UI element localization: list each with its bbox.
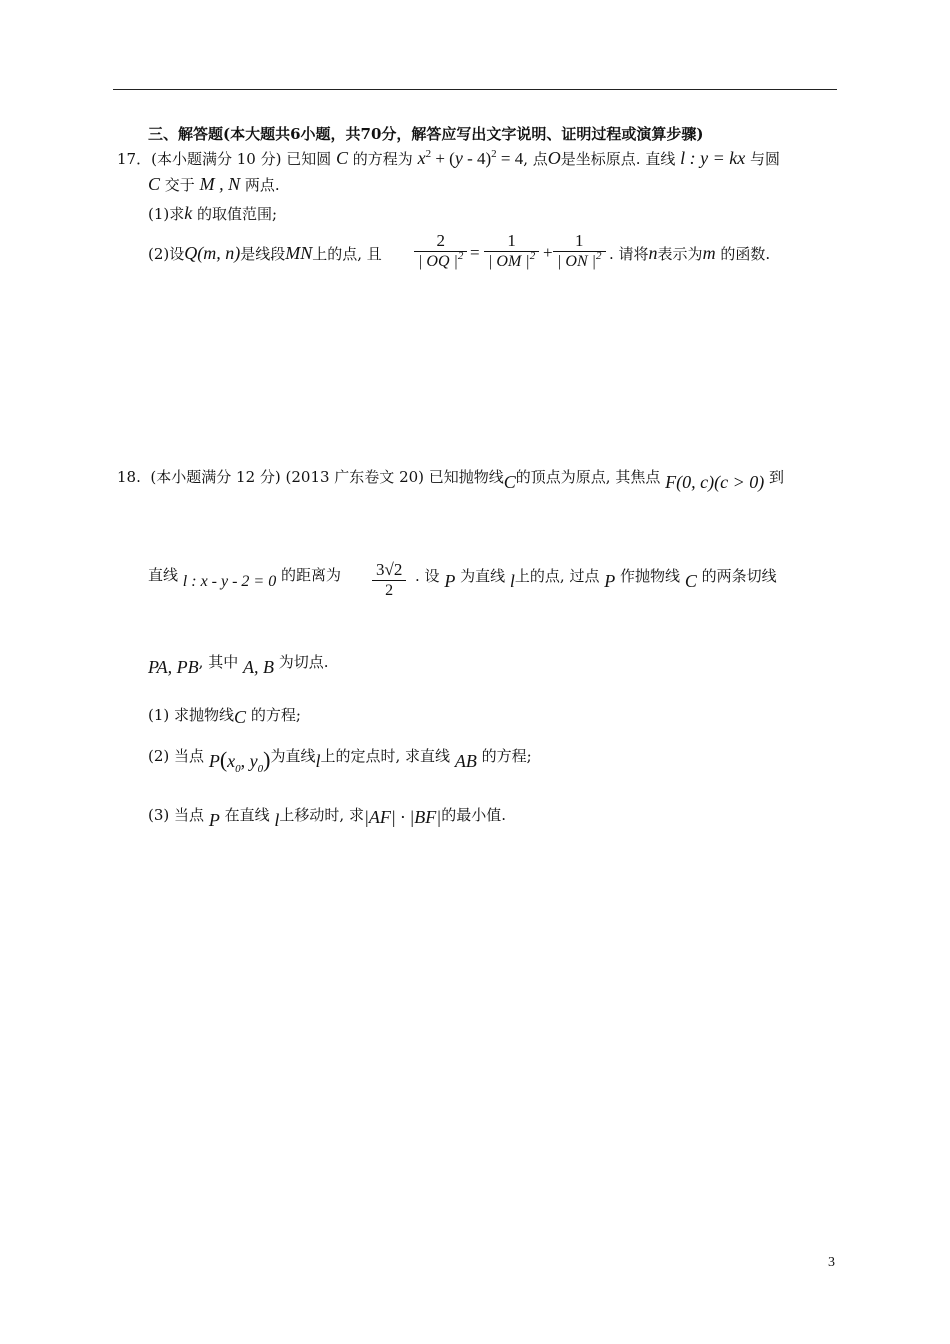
q18-p2-tail: 的方程; bbox=[481, 747, 532, 765]
q17-circle-C: C bbox=[335, 148, 348, 168]
q17-part1-tail: 的取值范围; bbox=[197, 205, 278, 223]
q17-text-point: , 点 bbox=[523, 150, 548, 168]
q18-text-let: . 设 bbox=[415, 567, 440, 585]
q18-p3-P: P bbox=[208, 810, 220, 830]
q18-text-tangent-points: 为切点. bbox=[278, 653, 329, 671]
q17-part2-tail2: 表示为 bbox=[657, 245, 703, 263]
q17-text-and-circle: 与圆 bbox=[750, 150, 781, 168]
q18-p3-tail: 的最小值. bbox=[441, 806, 507, 824]
q18-p3-l: l bbox=[274, 810, 280, 830]
q18-line2-start bbox=[148, 565, 342, 590]
q17-plus: + bbox=[543, 243, 553, 262]
q17-f3-den: | ON $|^2$ bbox=[553, 251, 606, 273]
q18-line3 bbox=[148, 651, 329, 677]
q17-eq-minus4: - 4) bbox=[462, 149, 492, 168]
q18-p2-mid: 为直线 bbox=[270, 747, 316, 765]
q18-p2-AB: AB bbox=[454, 751, 477, 771]
q18-text-two-tangents: 的两条切线 bbox=[701, 567, 777, 585]
q18-p2-mid2: 上的定点时, 求直线 bbox=[320, 747, 451, 765]
q17-part2-mid: 是线段 bbox=[240, 245, 286, 263]
q18-part2 bbox=[148, 744, 532, 775]
q18-p3-mid2: 上移动时, 求 bbox=[279, 806, 364, 824]
q18-text-on-line: 为直线 bbox=[460, 567, 506, 585]
q18-P: P bbox=[444, 571, 456, 591]
q18-p2-l: l bbox=[315, 751, 321, 771]
q17-Q: Q(m, n) bbox=[184, 243, 241, 263]
q18-part1 bbox=[148, 704, 301, 725]
q17-line-eq: l : y = kx bbox=[680, 148, 746, 168]
q18-P2: P bbox=[604, 571, 616, 591]
q18-p1-label: (1) 求抛物线 bbox=[148, 706, 235, 724]
q17-part2-label: (2)设 bbox=[148, 245, 185, 263]
q18-C2: C bbox=[684, 571, 697, 591]
header-rule bbox=[113, 89, 837, 90]
q17-line2 bbox=[148, 174, 280, 195]
q18-p3-expr: |AF| · |BF| bbox=[363, 807, 442, 827]
q17-eq-x: x bbox=[417, 148, 426, 168]
q18-text-tangent: 作抛物线 bbox=[620, 567, 681, 585]
q18-dist-den: 2 bbox=[372, 580, 406, 601]
q18-l: l bbox=[509, 571, 515, 591]
q17-part2-end bbox=[609, 243, 770, 264]
q17-eq-plus: + ( bbox=[431, 149, 455, 168]
q17-MN2: MN bbox=[285, 243, 313, 263]
q17-f3-num: 1 bbox=[575, 231, 584, 250]
q17-eq-eq4: = 4 bbox=[496, 149, 524, 168]
q18-text-point-on: 上的点, 过点 bbox=[514, 567, 600, 585]
q17-f1-num: 2 bbox=[436, 231, 445, 250]
q17-number: 17． bbox=[117, 150, 152, 168]
q17-f2-den: | OM $|^2$ bbox=[484, 251, 539, 273]
q18-p3-mid: 在直线 bbox=[224, 806, 270, 824]
q18-p2-P: $P(x_0$, $y_0$) bbox=[208, 747, 271, 775]
q18-number: 18. bbox=[117, 468, 141, 486]
q18-text-line: 直线 bbox=[148, 566, 179, 584]
q17-text-origin: 是坐标原点. 直线 bbox=[560, 150, 676, 168]
q18-AB: A, B bbox=[243, 657, 274, 677]
q18-line2-end bbox=[415, 565, 777, 591]
q17-f1-den: | OQ $|^2$ bbox=[414, 251, 467, 273]
q18-F-args: (0, c)(c > 0) bbox=[676, 472, 765, 492]
q17-eq-sq2: 2 bbox=[491, 148, 497, 160]
q18-PAPB: PA, PB bbox=[148, 657, 199, 677]
q17-eq-sq1: 2 bbox=[425, 148, 432, 160]
q17-f2-num: 1 bbox=[507, 231, 516, 250]
q18-p1-tail: 的方程; bbox=[250, 706, 301, 724]
q18-distance-fraction bbox=[372, 560, 406, 601]
q18-parabola-C: C bbox=[503, 472, 516, 492]
q17-text-two-points: 两点. bbox=[244, 176, 280, 194]
q17-part2-tail: . 请将 bbox=[609, 245, 649, 263]
q18-dist-num: 3√2 bbox=[376, 560, 403, 579]
q17-k: k bbox=[184, 203, 193, 223]
q17-origin-O: O bbox=[547, 148, 561, 168]
q17-m: m bbox=[702, 243, 716, 263]
q17-fraction-OM bbox=[484, 231, 539, 273]
q18-text1: 的顶点为原点, 其焦点 bbox=[515, 468, 661, 486]
q18-text-where: , 其中 bbox=[198, 653, 239, 671]
q18-text-dist: 的距离为 bbox=[281, 566, 342, 584]
q17-part1 bbox=[148, 203, 277, 224]
q17-part2-start bbox=[148, 243, 382, 264]
q17-equals: = bbox=[470, 243, 480, 262]
q17-points-MN: M , N bbox=[199, 174, 241, 194]
q17-fraction-OQ bbox=[414, 231, 467, 273]
q17-text-intersect: 交于 bbox=[164, 176, 195, 194]
q18-p2-label: (2) 当点 bbox=[148, 747, 205, 765]
q18-text-to: 到 bbox=[769, 468, 785, 486]
q18-p3-label: (3) 当点 bbox=[148, 806, 205, 824]
q17-text-equation-of: 的方程为 bbox=[352, 150, 413, 168]
section-heading: 三、解答题(本大题共6小题，共70分，解答应写出文字说明、证明过程或演算步骤) bbox=[148, 125, 704, 143]
q18-p1-C: C bbox=[234, 707, 247, 727]
q17-n: n bbox=[648, 243, 658, 263]
q17-eq-y: y bbox=[454, 148, 463, 168]
q18-intro: (本小题满分 12 分) (2013 广东卷文 20) 已知抛物线 bbox=[150, 468, 504, 486]
q17-part2-tail3: 的函数. bbox=[720, 245, 771, 263]
q17-fraction-ON bbox=[553, 231, 606, 273]
q17-intro: (本小题满分 10 分) 已知圆 bbox=[151, 150, 332, 168]
q18-part3 bbox=[148, 804, 507, 830]
q18-line1 bbox=[117, 466, 785, 492]
q18-F: F bbox=[665, 472, 677, 492]
q17-circle-C2: C bbox=[148, 174, 161, 194]
q17-part1-label: (1)求 bbox=[148, 205, 185, 223]
page-number: 3 bbox=[828, 1255, 835, 1270]
q18-line-eq: l : x - y - 2 = 0 bbox=[182, 573, 277, 590]
q17-line1 bbox=[117, 148, 780, 171]
q17-part2-mid2: 上的点, 且 bbox=[312, 245, 382, 263]
